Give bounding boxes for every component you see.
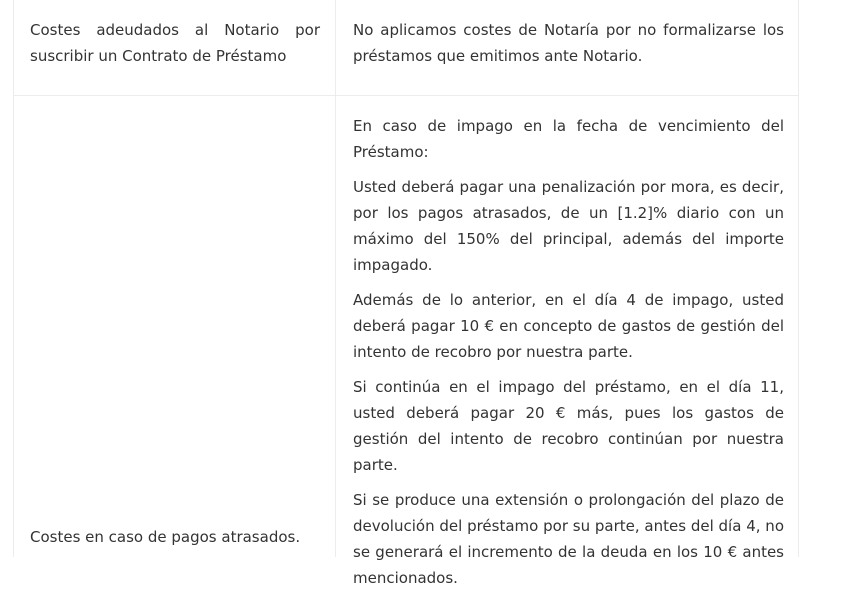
- row-label-cell: [14, 0, 336, 95]
- row-description-paragraph: En caso de impago en la fecha de vencimiento del Préstamo:: [353, 117, 784, 161]
- row-description-paragraph: Si se produce una extensión o prolongación del plazo de devolución del préstamo por su parte, antes del día 4, no se generará el incremento de la deuda en los 10 € antes mencionados.: [353, 491, 784, 587]
- costs-table: [13, 0, 799, 587]
- table-row-late-payment-costs: [14, 96, 798, 587]
- table-row-notary-costs: [14, 0, 798, 96]
- row-label: Costes adeudados al Notario por suscribir un Contrato de Préstamo: [30, 21, 320, 65]
- row-description-paragraph: Si continúa en el impago del préstamo, en el día 11, usted deberá pagar 20 € más, pues los gastos de gestión del intento de recobro continúan por nuestra parte.: [353, 378, 784, 474]
- row-description: [353, 113, 784, 600]
- row-description-cell: [336, 96, 798, 587]
- row-label: Costes en caso de pagos atrasados.: [30, 528, 301, 546]
- row-description-paragraph: Usted deberá pagar una penalización por mora, es decir, por los pagos atrasados, de un [1.2]% diario con un máximo del 150% del principal, además del importe impagado.: [353, 178, 784, 274]
- row-description-paragraph: No aplicamos costes de Notaría por no formalizarse los préstamos que emitimos ante Notario.: [353, 21, 784, 65]
- row-description-paragraph: Además de lo anterior, en el día 4 de impago, usted deberá pagar 10 € en concepto de gastos de gestión del intento de recobro por nuestra parte.: [353, 291, 784, 361]
- row-description-cell: [336, 0, 798, 95]
- row-label-cell: [14, 96, 336, 557]
